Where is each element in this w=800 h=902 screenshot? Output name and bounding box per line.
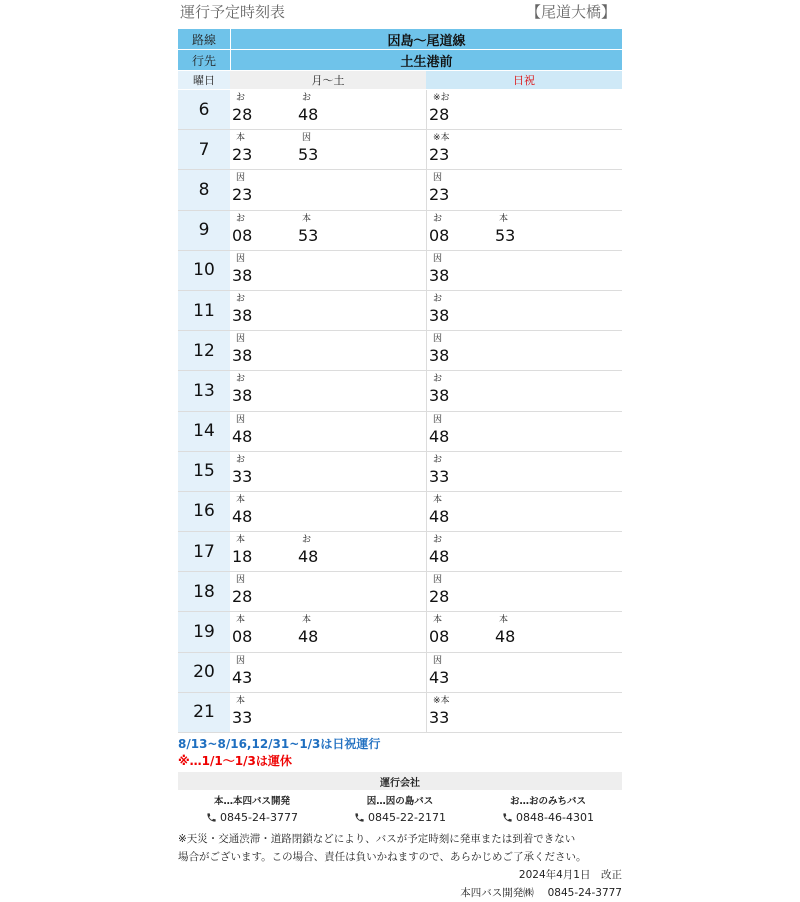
operator-phone[interactable] — [502, 811, 594, 824]
departure — [427, 574, 487, 608]
departure-minute: 38 — [232, 346, 253, 366]
weekday-departures — [230, 251, 427, 290]
weekday-departures — [230, 612, 427, 651]
departure — [427, 614, 487, 648]
hour-cell: 10 — [178, 251, 230, 290]
hour-cell: 20 — [178, 653, 230, 692]
operator-code: 本 — [236, 615, 246, 626]
phone-icon — [354, 812, 365, 823]
departure-minute: 43 — [232, 667, 253, 687]
weekday-header: 月～土 — [230, 71, 426, 89]
title-row — [178, 0, 622, 28]
departure-minute: 18 — [232, 547, 253, 567]
departure-minute: 53 — [495, 225, 516, 245]
weekday-departures — [230, 90, 427, 129]
hour-cell: 14 — [178, 412, 230, 451]
departure-minute: 48 — [429, 547, 450, 567]
operator-code: 因 — [433, 173, 443, 184]
holiday-departures — [427, 170, 622, 209]
operator-code: 本 — [499, 213, 509, 224]
holiday-departures — [427, 412, 622, 451]
hour-cell: 6 — [178, 90, 230, 129]
holiday-departures — [427, 693, 622, 732]
departure — [427, 172, 487, 206]
hour-cell: 15 — [178, 452, 230, 491]
disclaimer — [178, 830, 622, 866]
operator-code: お — [236, 293, 246, 304]
departure — [427, 92, 487, 126]
departure — [427, 655, 487, 689]
day-label: 曜日 — [178, 71, 230, 89]
hour-cell: 13 — [178, 371, 230, 410]
hour-cell: 21 — [178, 693, 230, 732]
hour-row — [178, 612, 622, 652]
departure-minute: 33 — [232, 707, 253, 727]
departure-minute: 23 — [232, 185, 253, 205]
weekday-departures — [230, 532, 427, 571]
hour-cell: 16 — [178, 492, 230, 531]
day-row — [178, 71, 622, 89]
departure — [493, 213, 553, 247]
departure — [230, 534, 290, 568]
operator-code: 因 — [236, 655, 246, 666]
phone-number: 0845-22-2171 — [368, 811, 446, 824]
departure-minute: 28 — [232, 587, 253, 607]
hour-row — [178, 211, 622, 251]
departure — [427, 213, 487, 247]
operator-code: ※本 — [433, 133, 450, 144]
operator-code: 因 — [302, 133, 312, 144]
operator-code: 本 — [302, 615, 312, 626]
operator-name: お…おのみちバス — [509, 796, 586, 807]
operator-code: 本 — [236, 535, 246, 546]
holiday-departures — [427, 653, 622, 692]
hour-row — [178, 331, 622, 371]
departure — [230, 655, 290, 689]
departure — [493, 614, 553, 648]
operator-code: 因 — [236, 173, 246, 184]
operator-code: お — [302, 93, 312, 103]
operator-code: お — [433, 374, 443, 385]
hour-row — [178, 251, 622, 291]
departure — [427, 454, 487, 488]
operator-phone[interactable] — [354, 811, 446, 824]
operators-title: 運行会社 — [178, 772, 622, 790]
operator-code: お — [433, 213, 443, 224]
holiday-departures — [427, 371, 622, 410]
operator-code: 因 — [433, 414, 443, 425]
departure-minute: 23 — [429, 145, 450, 165]
holiday-departures — [427, 492, 622, 531]
departure-minute: 08 — [232, 627, 253, 647]
weekday-departures — [230, 693, 427, 732]
departure-minute: 38 — [429, 346, 450, 366]
operator-code: 本 — [499, 615, 509, 626]
operator-code: お — [302, 535, 312, 546]
operator-code: お — [433, 293, 443, 304]
hour-row — [178, 130, 622, 170]
weekday-departures — [230, 291, 427, 330]
phone-icon — [502, 812, 513, 823]
departure — [427, 373, 487, 407]
footer — [178, 866, 622, 902]
departure-minute: 53 — [298, 145, 319, 165]
notes — [178, 736, 622, 770]
departure — [296, 213, 356, 247]
departure-minute: 48 — [429, 506, 450, 526]
departure-minute: 48 — [298, 105, 319, 124]
departure — [230, 574, 290, 608]
departure-minute: 33 — [429, 466, 450, 486]
departure-minute: 08 — [429, 225, 450, 245]
operator-code: 本 — [433, 615, 443, 626]
departure — [230, 373, 290, 407]
stop-name: 【尾道大橋】 — [525, 3, 616, 21]
departure-minute: 48 — [298, 627, 319, 647]
departure — [230, 92, 290, 126]
route-label: 路線 — [178, 29, 231, 49]
departure — [230, 333, 290, 367]
holiday-departures — [427, 90, 622, 129]
departure — [230, 293, 290, 327]
operator-code: 因 — [236, 414, 246, 425]
operators-list — [178, 793, 622, 824]
page-title: 運行予定時刻表 — [180, 3, 286, 21]
weekday-departures — [230, 653, 427, 692]
departure-minute: 38 — [232, 305, 253, 325]
holiday-departures — [427, 251, 622, 290]
operator-code: お — [236, 374, 246, 385]
departure — [427, 253, 487, 287]
departure-minute: 38 — [429, 386, 450, 406]
hour-row — [178, 572, 622, 612]
hour-row — [178, 532, 622, 572]
operator-code: 因 — [433, 655, 443, 666]
departure — [427, 293, 487, 327]
departure-minute: 33 — [232, 466, 253, 486]
weekday-departures — [230, 452, 427, 491]
departure — [427, 534, 487, 568]
phone-number: 0848-46-4301 — [516, 811, 594, 824]
phone-icon — [206, 812, 217, 823]
disclaimer-line-1: ※天災・交通渋滞・道路閉鎖などにより、バスが予定時刻に発車または到着できない — [178, 833, 576, 845]
departure — [230, 172, 290, 206]
holiday-departures — [427, 211, 622, 250]
departure — [230, 695, 290, 729]
hour-cell: 19 — [178, 612, 230, 651]
departure — [296, 614, 356, 648]
departure — [296, 534, 356, 568]
departure-minute: 33 — [429, 707, 450, 727]
operator-code: 本 — [236, 695, 246, 706]
operator-code: 本 — [236, 133, 246, 144]
departure — [230, 213, 290, 247]
operator-name: 因…因の島バス — [366, 796, 434, 807]
hour-row — [178, 452, 622, 492]
weekday-departures — [230, 412, 427, 451]
departure-minute: 38 — [232, 386, 253, 406]
weekday-departures — [230, 170, 427, 209]
departure-minute: 48 — [232, 506, 253, 526]
operator-code: ※本 — [433, 695, 450, 706]
holiday-departures — [427, 532, 622, 571]
hour-row — [178, 90, 622, 130]
holiday-departures — [427, 291, 622, 330]
operator-code: 因 — [236, 253, 246, 264]
weekday-departures — [230, 492, 427, 531]
departure-minute: 28 — [429, 587, 450, 607]
hour-row — [178, 412, 622, 452]
departure-minute: 08 — [232, 225, 253, 245]
departure-minute: 38 — [429, 265, 450, 285]
suspended-note: ※…1/1～1/3は運休 — [178, 754, 292, 768]
departure — [427, 333, 487, 367]
departure-minute: 23 — [429, 185, 450, 205]
hour-cell: 7 — [178, 130, 230, 169]
weekday-departures — [230, 331, 427, 370]
disclaimer-line-2: 場合がございます。この場合、責任は負いかねますので、あらかじめご了承ください。 — [178, 851, 587, 863]
operator-code: お — [236, 454, 246, 465]
operator-code: ※お — [433, 93, 450, 103]
operator-code: 因 — [433, 575, 443, 586]
weekday-departures — [230, 211, 427, 250]
operator-phone[interactable] — [206, 811, 298, 824]
departure — [427, 132, 487, 166]
departure-minute: 28 — [232, 105, 253, 124]
departure — [230, 132, 290, 166]
destination-value: 土生港前 — [231, 50, 622, 70]
operator-code: 因 — [433, 253, 443, 264]
operator-code: 本 — [302, 213, 312, 224]
departure-minute: 48 — [232, 426, 253, 446]
holiday-departures — [427, 130, 622, 169]
departure-minute: 08 — [429, 627, 450, 647]
hour-cell: 8 — [178, 170, 230, 209]
departure — [230, 614, 290, 648]
timetable-rows — [178, 90, 622, 733]
weekday-departures — [230, 371, 427, 410]
revised-date: 2024年4月1日 改正 — [518, 869, 622, 881]
departure — [230, 414, 290, 448]
departure-minute: 28 — [429, 105, 450, 124]
holiday-departures — [427, 452, 622, 491]
hour-cell: 9 — [178, 211, 230, 250]
hour-cell: 17 — [178, 532, 230, 571]
holiday-service-note: 8/13~8/16,12/31~1/3は日祝運行 — [178, 737, 381, 751]
hour-row — [178, 653, 622, 693]
hour-row — [178, 291, 622, 331]
weekday-departures — [230, 130, 427, 169]
route-value: 因島～尾道線 — [231, 29, 622, 49]
route-row — [178, 29, 622, 49]
holiday-departures — [427, 331, 622, 370]
operator-code: お — [236, 213, 246, 224]
operator-code: お — [236, 93, 246, 103]
departure-minute: 43 — [429, 667, 450, 687]
departure — [296, 132, 356, 166]
departure-minute: 48 — [298, 547, 319, 567]
operator-code: お — [433, 535, 443, 546]
departure-minute: 48 — [429, 426, 450, 446]
timetable — [178, 0, 622, 902]
hour-row — [178, 492, 622, 532]
departure — [230, 253, 290, 287]
hour-cell: 12 — [178, 331, 230, 370]
publisher: 本四バス開発㈱ 0845-24-3777 — [460, 887, 622, 899]
operator-name: 本…本四バス開発 — [213, 796, 290, 807]
departure — [296, 92, 356, 126]
hour-cell: 11 — [178, 291, 230, 330]
hour-cell: 18 — [178, 572, 230, 611]
operator-item — [502, 793, 594, 824]
departure-minute: 53 — [298, 225, 319, 245]
operator-code: お — [433, 454, 443, 465]
operator-code: 因 — [236, 334, 246, 345]
departure — [230, 454, 290, 488]
destination-row — [178, 50, 622, 70]
holiday-departures — [427, 612, 622, 651]
operator-code: 本 — [433, 494, 443, 505]
holiday-header: 日祝 — [426, 71, 622, 89]
operator-code: 因 — [236, 575, 246, 586]
operator-item — [354, 793, 446, 824]
operator-code: 本 — [236, 494, 246, 505]
hour-row — [178, 371, 622, 411]
hour-row — [178, 170, 622, 210]
holiday-departures — [427, 572, 622, 611]
departure-minute: 38 — [232, 265, 253, 285]
operator-item — [206, 793, 298, 824]
operator-code: 因 — [433, 334, 443, 345]
hour-row — [178, 693, 622, 733]
departure — [427, 414, 487, 448]
weekday-departures — [230, 572, 427, 611]
departure-minute: 23 — [232, 145, 253, 165]
departure — [427, 494, 487, 528]
departure — [230, 494, 290, 528]
departure — [427, 695, 487, 729]
departure-minute: 38 — [429, 305, 450, 325]
departure-minute: 48 — [495, 627, 516, 647]
destination-label: 行先 — [178, 50, 231, 70]
phone-number: 0845-24-3777 — [220, 811, 298, 824]
